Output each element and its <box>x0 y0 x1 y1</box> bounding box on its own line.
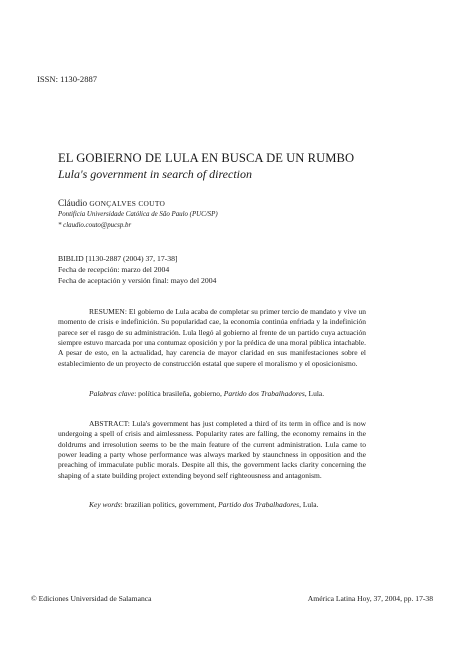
article-title: EL GOBIERNO DE LULA EN BUSCA DE UN RUMBO <box>58 151 355 165</box>
key-words <box>89 500 318 509</box>
palabras-clave-italic: Partido dos Trabalhadores <box>223 389 305 398</box>
key-words-label: Key words <box>89 500 121 509</box>
palabras-clave-text: : política brasileña, gobierno, <box>134 389 224 398</box>
author-email: * claudio.couto@pucsp.br <box>58 222 132 229</box>
key-words-italic: Partido dos Trabalhadores <box>218 500 300 509</box>
palabras-clave-end: , Lula. <box>304 389 325 398</box>
footer-citation: América Latina Hoy, 37, 2004, pp. 17-38 <box>307 594 433 603</box>
article-subtitle: Lula's government in search of direction <box>58 167 252 181</box>
palabras-clave <box>89 389 324 398</box>
abstract-paragraph <box>58 419 366 481</box>
palabras-clave-label: Palabras clave <box>89 389 135 398</box>
resumen-text: RESUMEN: El gobierno de Lula acaba de completar su primer tercio de mandato y vive un momento de crisis e indefinición. Su popularidad cae, la economía continúa enfriada y la indefinición parece ser el rasgo de su administración. Lula llegó al gobierno al frente de un partido cuya actuación siempre estuvo marcada por una contumaz oposición y por la prédica de una moral pública intachable. A pesar de esto, en la actualidad, hay carencia de mayor claridad en sus manifestaciones sobre el establecimiento de un proyecto de construcción estatal que supere el moralismo y el oposicionismo. <box>58 307 366 368</box>
abstract-text: ABSTRACT: Lula's government has just completed a third of its term in office and is now undergoing a spell of crisis and aimlessness. Popularity rates are falling, the economy remains in the doldrums and irresolution seems to be the main feature of the current administration. Lula came to power leading a party whose performance was always marked by staunchness in opposition and the preaching of immaculate public morals. Despite all this, the government lacks clarity concerning the shaping of a state building project extending beyond self righteousness and antagonism. <box>58 419 366 480</box>
author-affiliation: Pontificia Universidade Católica de São Paulo (PUC/SP) <box>58 211 218 218</box>
author-last-name: GONÇALVES COUTO <box>89 199 166 208</box>
key-words-text: : brazilian politics, government, <box>120 500 219 509</box>
author-name <box>58 198 165 208</box>
key-words-end: , Lula. <box>299 500 319 509</box>
received-date: Fecha de recepción: marzo del 2004 <box>58 265 170 274</box>
author-first-name: Cláudio <box>58 198 88 208</box>
biblid: BIBLID [1130-2887 (2004) 37, 17-38] <box>58 254 178 263</box>
accepted-date: Fecha de aceptación y versión final: mayo del 2004 <box>58 276 217 285</box>
issn: ISSN: 1130-2887 <box>37 74 98 84</box>
footer-publisher: © Ediciones Universidad de Salamanca <box>31 594 152 603</box>
resumen-paragraph <box>58 307 366 369</box>
